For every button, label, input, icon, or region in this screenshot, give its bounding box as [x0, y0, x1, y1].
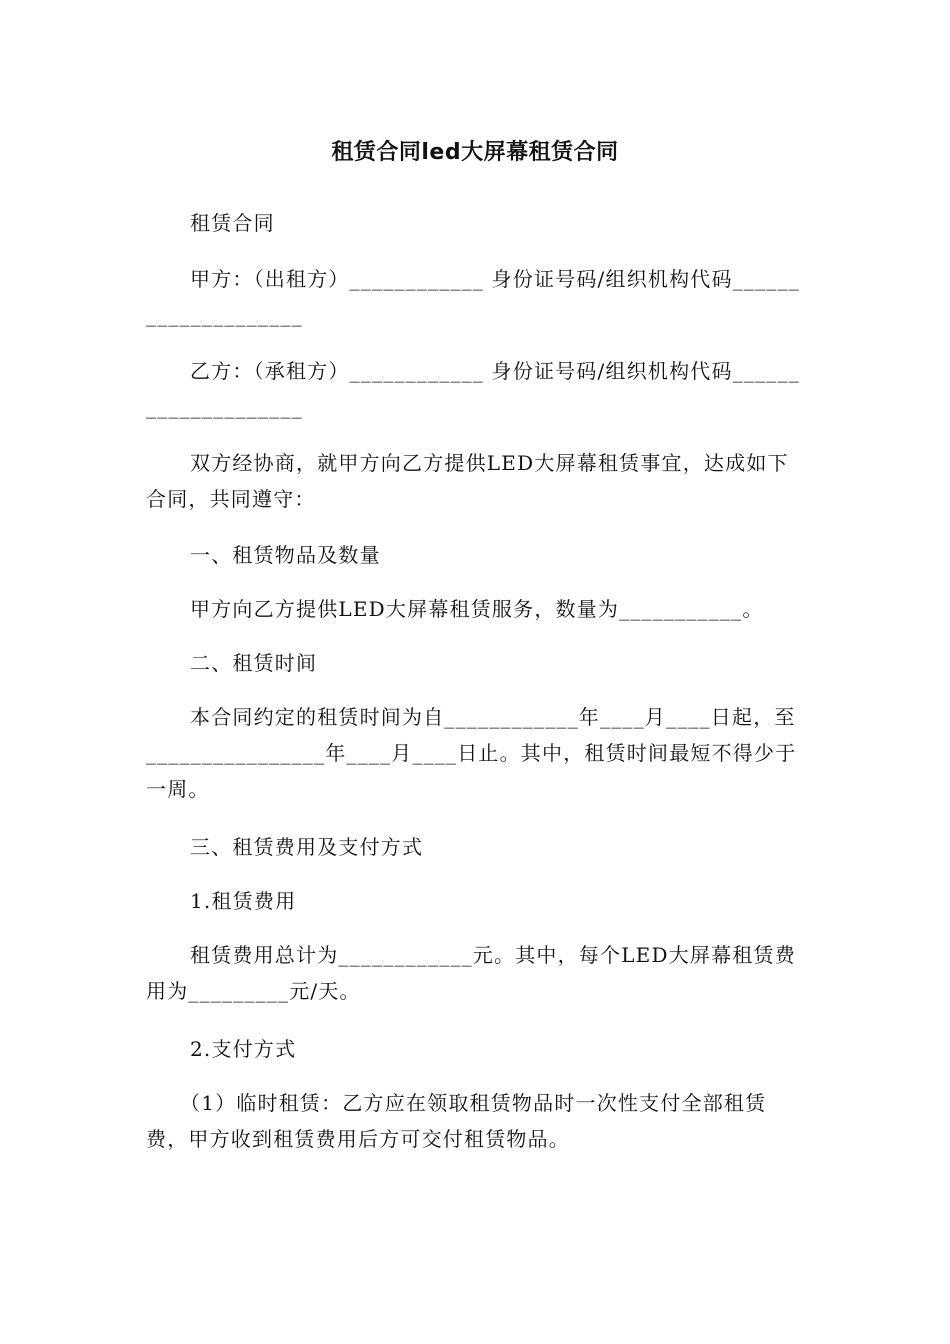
paragraph-agreement-intro: 双方经协商，就甲方向乙方提供LED大屏幕租赁事宜，达成如下合同，共同遵守： [146, 451, 789, 511]
paragraph-rental-period: 本合同约定的租赁时间为自____________年____月____日起，至________________年____月____日止。其中，租赁时间最短不得少于一周。 [146, 705, 797, 801]
paragraph-temporary-rental: （1）临时租赁：乙方应在领取租赁物品时一次性支付全部租赁费，甲方收到租赁费用后方可交付租赁物品。 [146, 1091, 767, 1151]
subsection-heading-payment: 2.支付方式 [190, 1037, 297, 1061]
paragraph-fee-total: 租赁费用总计为____________元。其中，每个LED大屏幕租赁费用为_________元/天。 [146, 943, 796, 1003]
section-heading-fees: 三、租赁费用及支付方式 [190, 835, 424, 859]
paragraph-party-b: 乙方：（承租方）____________ 身份证号码/组织机构代码____________________ [146, 359, 800, 419]
subsection-heading-fees: 1.租赁费用 [190, 889, 297, 913]
paragraph-heading: 租赁合同 [190, 211, 275, 235]
paragraph-items-quantity: 甲方向乙方提供LED大屏幕租赁服务，数量为___________。 [190, 597, 764, 621]
paragraph-party-a: 甲方：（出租方）____________ 身份证号码/组织机构代码____________________ [146, 267, 800, 327]
section-heading-time: 二、租赁时间 [190, 651, 318, 675]
section-heading-items: 一、租赁物品及数量 [190, 543, 381, 567]
document-title: 租赁合同led大屏幕租赁合同 [331, 140, 619, 165]
